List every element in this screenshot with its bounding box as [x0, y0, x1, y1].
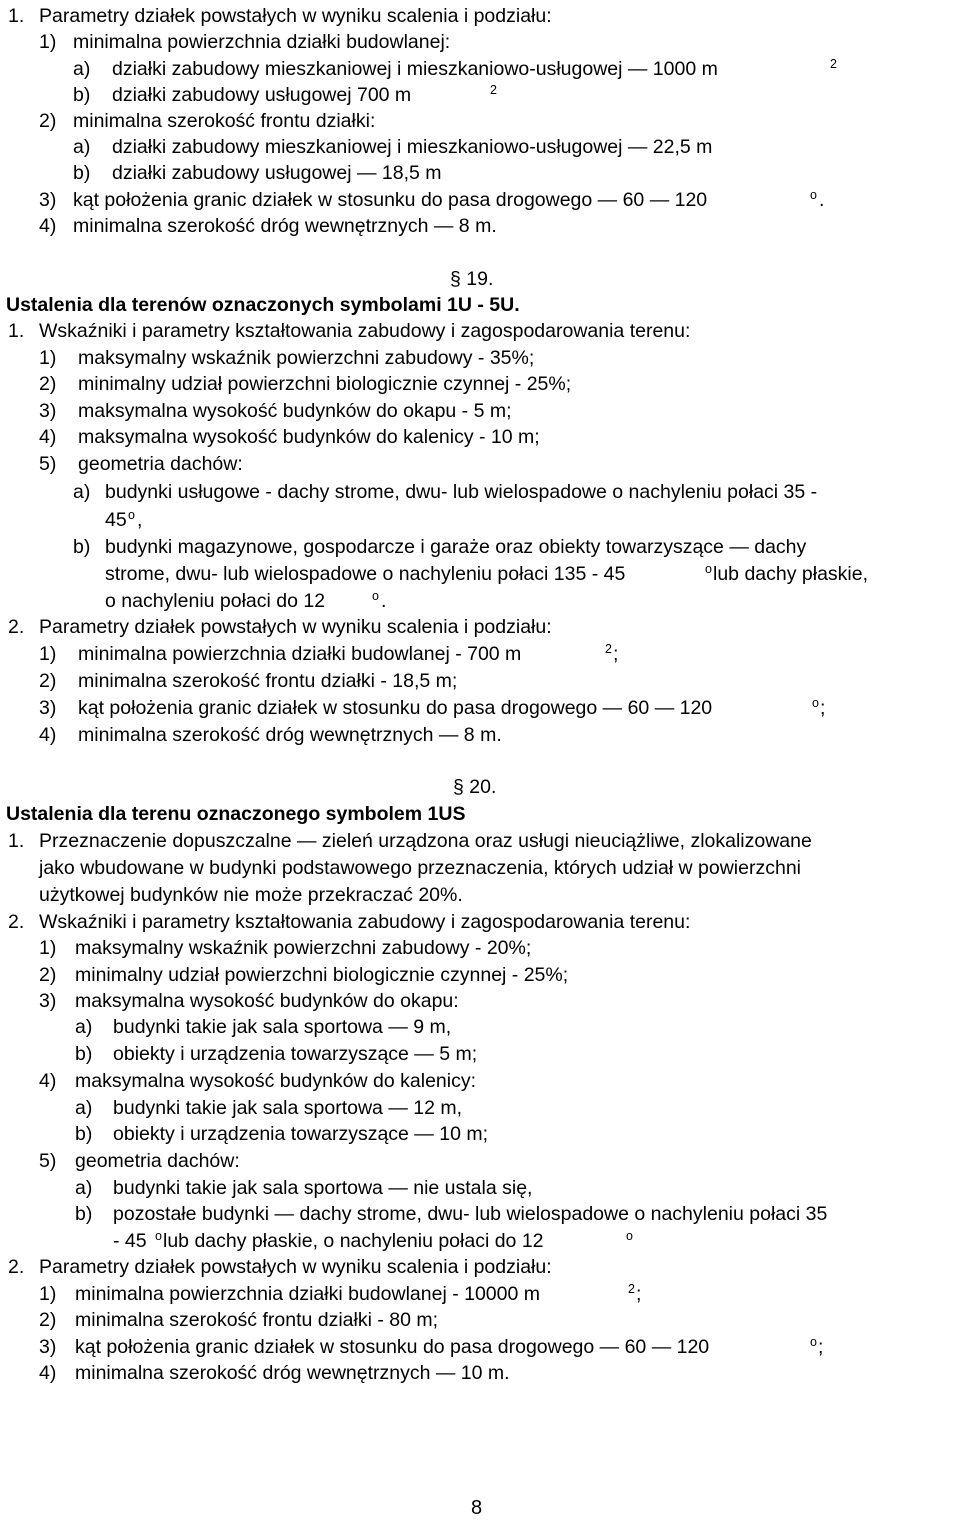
item-text-end: . — [819, 189, 825, 211]
item-number: 4) — [39, 724, 57, 746]
item-number: 3) — [39, 990, 57, 1012]
point-text: użytkowej budynków nie może przekraczać 20%. — [39, 884, 463, 906]
item-number: 4) — [39, 1362, 57, 1384]
item-text: - 45 — [113, 1230, 147, 1252]
item-number: 3) — [39, 189, 57, 211]
point-text: Parametry działek powstałych w wyniku scalenia i podziału: — [39, 5, 552, 27]
item-text: minimalna szerokość frontu działki: — [73, 110, 376, 132]
item-text: kąt położenia granic działek w stosunku do pasa drogowego — 60 — 120 — [78, 697, 713, 719]
point-number: 1. — [8, 830, 25, 852]
point-number: 2. — [8, 911, 25, 933]
item-text-end: . — [381, 590, 387, 612]
item-number: 1) — [39, 937, 57, 959]
superscript: o — [626, 1229, 633, 1243]
item-text: kąt położenia granic działek w stosunku do pasa drogowego — 60 — 120 — [73, 189, 708, 211]
superscript: o — [705, 562, 712, 576]
point-number: 1. — [8, 320, 25, 342]
superscript: o — [128, 508, 135, 522]
point-text: Wskaźniki i parametry kształtowania zabudowy i zagospodarowania terenu: — [39, 320, 691, 342]
point-text: Przeznaczenie dopuszczalne — zieleń urządzona oraz usługi nieuciążliwe, zlokalizowane — [39, 830, 812, 852]
superscript: 2 — [830, 57, 837, 71]
item-number: 2) — [39, 373, 57, 395]
superscript: o — [810, 188, 817, 202]
item-text: maksymalna wysokość budynków do okapu: — [75, 990, 459, 1012]
section-title: Ustalenia dla terenów oznaczonych symbolami 1U - 5U. — [6, 294, 520, 316]
item-text: minimalna szerokość frontu działki - 80 m; — [75, 1309, 439, 1331]
item-number: 1) — [39, 31, 57, 53]
point-number: 2. — [8, 1256, 25, 1278]
item-text: pozostałe budynki — dachy strome, dwu- lub wielospadowe o nachyleniu połaci 35 — [113, 1203, 828, 1225]
item-text: maksymalna wysokość budynków do kalenicy - 10 m; — [78, 426, 540, 448]
item-text: maksymalna wysokość budynków do okapu - 5 m; — [78, 400, 512, 422]
item-number: a) — [73, 481, 91, 503]
item-number: a) — [73, 58, 91, 80]
item-text: kąt położenia granic działek w stosunku do pasa drogowego — 60 — 120 — [75, 1336, 710, 1358]
superscript: 2 — [605, 642, 612, 656]
item-text: obiekty i urządzenia towarzyszące — 5 m; — [113, 1043, 478, 1065]
item-text: maksymalny wskaźnik powierzchni zabudowy - 35%; — [78, 347, 535, 369]
item-text-end: , — [137, 509, 143, 531]
superscript: 2 — [628, 1282, 635, 1296]
item-number: 4) — [39, 215, 57, 237]
item-number: b) — [75, 1043, 93, 1065]
item-number: a) — [73, 136, 91, 158]
item-text: strome, dwu- lub wielospadowe o nachyleniu połaci 135 - 45 — [105, 563, 626, 585]
item-text: geometria dachów: — [78, 453, 243, 475]
item-number: 1) — [39, 643, 57, 665]
item-text: o nachyleniu połaci do 12 — [105, 590, 326, 612]
point-text: Wskaźniki i parametry kształtowania zabudowy i zagospodarowania terenu: — [39, 911, 691, 933]
item-text: budynki takie jak sala sportowa — 12 m, — [113, 1097, 463, 1119]
item-number: 5) — [39, 453, 57, 475]
item-number: b) — [73, 84, 91, 106]
item-text-end: ; — [820, 697, 826, 719]
item-text: minimalny udział powierzchni biologicznie czynnej - 25%; — [75, 964, 569, 986]
item-number: 3) — [39, 400, 57, 422]
paragraph-number: § 19. — [450, 268, 494, 290]
item-number: 4) — [39, 426, 57, 448]
item-text: minimalna powierzchnia działki budowlanej - 700 m — [78, 643, 522, 665]
item-text: maksymalna wysokość budynków do kalenicy: — [75, 1070, 477, 1092]
item-text: minimalna szerokość dróg wewnętrznych — 10 m. — [75, 1362, 510, 1384]
item-number: 3) — [39, 1336, 57, 1358]
item-text: minimalna szerokość dróg wewnętrznych — 8 m. — [73, 215, 497, 237]
item-text: działki zabudowy usługowej 700 m — [112, 84, 412, 106]
item-number: 2) — [39, 1309, 57, 1331]
item-text: budynki takie jak sala sportowa — nie ustala się, — [113, 1177, 533, 1199]
item-number: b) — [75, 1123, 93, 1145]
item-text-end: ; — [613, 643, 619, 665]
superscript: 2 — [490, 83, 497, 97]
item-number: b) — [75, 1203, 93, 1225]
item-text-end: lub dachy płaskie, — [713, 563, 869, 585]
item-number: b) — [73, 162, 91, 184]
item-number: b) — [73, 536, 91, 558]
item-text: 45 — [105, 509, 127, 531]
item-text: działki zabudowy usługowej — 18,5 m — [112, 162, 442, 184]
item-number: 4) — [39, 1070, 57, 1092]
section-title: Ustalenia dla terenu oznaczonego symbolem 1US — [6, 803, 466, 825]
item-text: budynki usługowe - dachy strome, dwu- lub wielospadowe o nachyleniu połaci 35 - — [105, 481, 818, 503]
page-number: 8 — [471, 1497, 483, 1519]
item-text: minimalna szerokość frontu działki - 18,5 m; — [78, 670, 458, 692]
point-number: 1. — [8, 5, 25, 27]
item-text: budynki takie jak sala sportowa — 9 m, — [113, 1016, 452, 1038]
superscript: o — [372, 589, 379, 603]
point-text: jako wbudowane w budynki podstawowego przeznaczenia, których udział w powierzchni — [39, 857, 802, 879]
item-text: budynki magazynowe, gospodarcze i garaże oraz obiekty towarzyszące — dachy — [105, 536, 807, 558]
item-text-end: ; — [636, 1283, 642, 1305]
point-number: 2. — [8, 616, 25, 638]
item-number: 5) — [39, 1150, 57, 1172]
item-text: minimalna szerokość dróg wewnętrznych — 8 m. — [78, 724, 502, 746]
superscript: o — [812, 696, 819, 710]
item-number: 2) — [39, 670, 57, 692]
item-number: a) — [75, 1097, 93, 1119]
item-number: 1) — [39, 347, 57, 369]
item-text: minimalna powierzchnia działki budowlanej: — [73, 31, 451, 53]
item-number: 2) — [39, 110, 57, 132]
item-text: maksymalny wskaźnik powierzchni zabudowy - 20%; — [75, 937, 532, 959]
item-text: minimalny udział powierzchni biologicznie czynnej - 25%; — [78, 373, 572, 395]
item-text: geometria dachów: — [75, 1150, 240, 1172]
item-text: lub dachy płaskie, o nachyleniu połaci do 12 — [163, 1230, 544, 1252]
item-text: obiekty i urządzenia towarzyszące — 10 m; — [113, 1123, 488, 1145]
item-text: minimalna powierzchnia działki budowlanej - 10000 m — [75, 1283, 540, 1305]
item-number: a) — [75, 1177, 93, 1199]
superscript: o — [810, 1335, 817, 1349]
item-number: 2) — [39, 964, 57, 986]
item-number: 1) — [39, 1283, 57, 1305]
paragraph-number: § 20. — [453, 776, 497, 798]
point-text: Parametry działek powstałych w wyniku scalenia i podziału: — [39, 616, 552, 638]
item-number: 3) — [39, 697, 57, 719]
item-text: działki zabudowy mieszkaniowej i mieszkaniowo-usługowej — 22,5 m — [112, 136, 713, 158]
item-text: działki zabudowy mieszkaniowej i mieszkaniowo-usługowej — 1000 m — [112, 58, 718, 80]
item-text-end: ; — [818, 1336, 824, 1358]
item-number: a) — [75, 1016, 93, 1038]
point-text: Parametry działek powstałych w wyniku scalenia i podziału: — [39, 1256, 552, 1278]
superscript: o — [155, 1229, 162, 1243]
